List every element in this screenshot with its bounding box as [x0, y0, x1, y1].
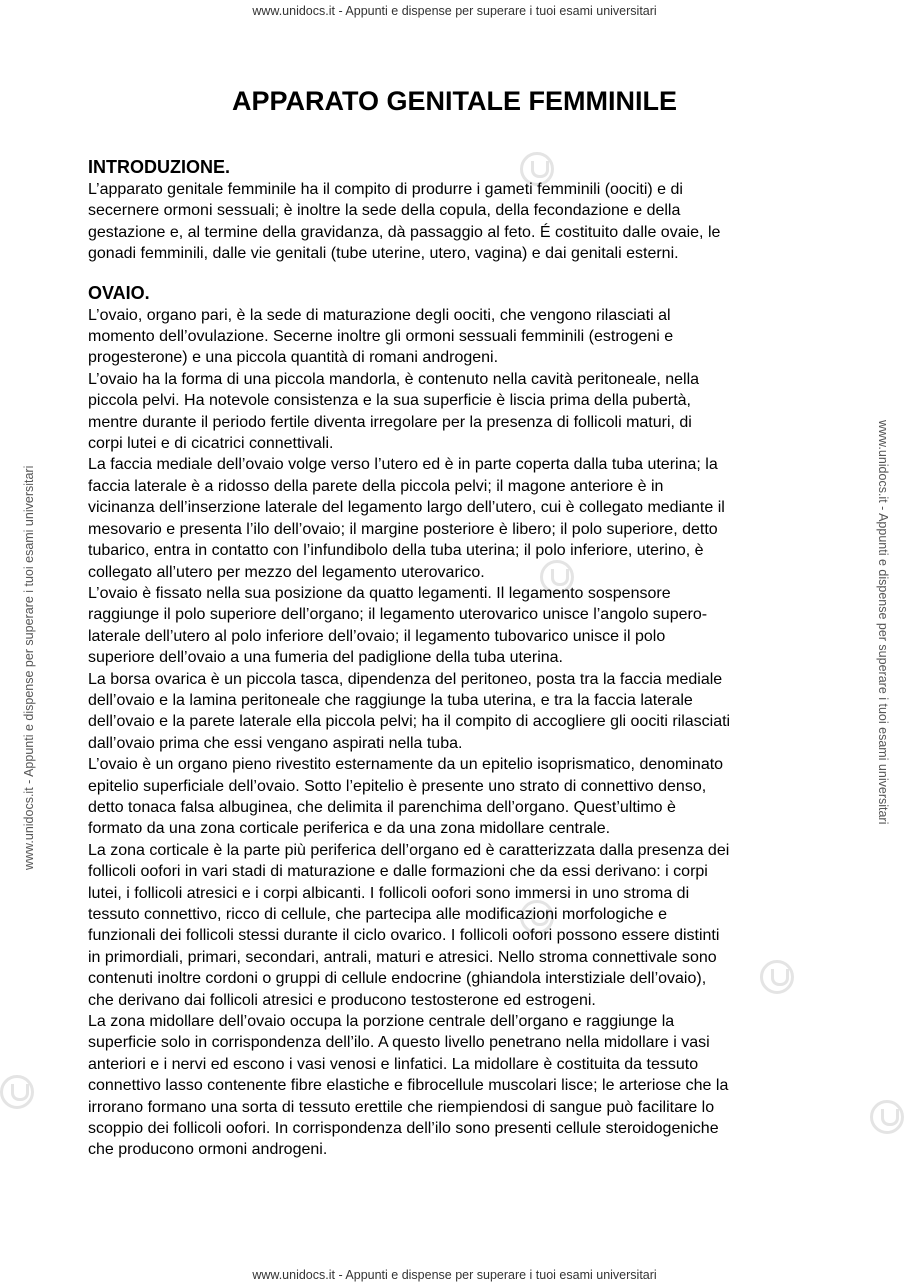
watermark-logo-icon [0, 1075, 34, 1109]
section-heading-ovaio: OVAIO. [88, 282, 150, 303]
section-heading-introduzione: INTRODUZIONE. [88, 157, 230, 177]
document-title: APPARATO GENITALE FEMMINILE [232, 86, 677, 116]
paragraph: L’ovaio è fissato nella sua posizione da quatto legamenti. Il legamento sospensore raggiunge il polo superiore dell’organo; il legamento uterovarico unisce l’angolo supero- laterale dell’utero al polo inferiore dell’ovaio; il legamento tubovarico unisce il polo superiore dell’ovaio a una fumeria del padiglione della tuba uterina. [88, 584, 708, 667]
document-body [88, 155, 828, 1161]
paragraph: La borsa ovarica è un piccola tasca, dipendenza del peritoneo, posta tra la faccia mediale dell’ovaio e la lamina peritoneale che raggiunge la tuba uterina, e tra la faccia laterale dell’ovaio e la parete laterale ella piccola pelvi; ha il compito di accogliere gli oociti rilasciati dall’ovaio prima che essi vengano aspirati nella tuba. [88, 670, 731, 752]
paragraph: La faccia mediale dell’ovaio volge verso l’utero ed è in parte coperta dalla tuba uterina; la faccia laterale è a ridosso della parete della piccola pelvi; il magone anteriore è in vicinanza dell’inserzione laterale del legamento largo dell’utero, cui è collegato mediante il mesovario e presenta l’ilo dell’ovaio; il margine posteriore è libero; il polo superiore, detto tubarico, entra in contatto con l’infundibolo della tuba uterina; il polo inferiore, uterino, è collegato all’utero per mezzo del legamento uterovarico. [88, 456, 725, 581]
paragraph: L’ovaio è un organo pieno rivestito esternamente da un epitelio isoprismatico, denominato epitelio superficiale dell’ovaio. Sotto l’epitelio è presente uno strato di connettivo denso, detto tonaca falsa albuginea, che delimita il parenchima dell’organo. Quest’ultimo è formato da una zona corticale periferica e da una zona midollare centrale. [88, 756, 724, 838]
paragraph: La zona corticale è la parte più periferica dell’organo ed è caratterizzata dalla presenza dei follicoli oofori in vari stadi di maturazione e dalle formazioni che da essi derivano: i corpi lutei, i follicoli atresici e i corpi albicanti. I follicoli oofori sono immersi in uno stroma di tessuto connettivo, ricco di cellule, che partecipa alle modificazioni morfologiche e funzionali dei follicoli stessi durante il ciclo ovarico. I follicoli oofori possono essere distinti in primordiali, primari, secondari, antrali, maturi e atresici. Nello stroma connettivale sono contenuti inoltre cordoni o gruppi di cellule endocrine (ghiandola interstiziale dell’ovaio), che derivano dai follicoli atresici e producono testosterone ed estrogeni. [88, 841, 730, 1009]
watermark-logo-icon [870, 1100, 904, 1134]
paragraph: La zona midollare dell’ovaio occupa la porzione centrale dell’organo e raggiunge la superficie solo in corrispondenza dell’ilo. A questo livello penetrano nella midollare i vasi anteriori e i nervi ed escono i vasi venosi e linfatici. La midollare è costituita da tessuto connettivo lasso contenente fibre elastiche e fibrocellule muscolari lisce; le arteriose che la irrorano formano una sorta di tessuto erettile che riempiendosi di sangue può facilitare lo scoppio dei follicoli oofori. In corrispondenza dell’ilo sono presenti cellule steroidogeniche che producono ormoni androgeni. [88, 1013, 729, 1159]
paragraph: L’apparato genitale femminile ha il compito di produrre i gameti femminili (oociti) e di secernere ormoni sessuali; è inoltre la sede della copula, della fecondazione e della gestazione e, al termine della gravidanza, dà passaggio al feto. É costituito dalle ovaie, le gonadi femminili, dalle vie genitali (tube uterine, utero, vagina) e dai genitali esterni. [88, 181, 721, 263]
paragraph: L’ovaio ha la forma di una piccola mandorla, è contenuto nella cavità peritoneale, nella piccola pelvi. Ha notevole consistenza e la sua superficie è liscia prima della pubertà, mentre durante il periodo fertile diventa irregolare per la presenza di follicoli maturi, di corpi lutei e di cicatrici connettivali. [88, 370, 700, 453]
watermark-left: www.unidocs.it - Appunti e dispense per superare i tuoi esami universitari [22, 465, 36, 870]
watermark-header: www.unidocs.it - Appunti e dispense per superare i tuoi esami universitari [252, 4, 657, 18]
watermark-right: www.unidocs.it - Appunti e dispense per superare i tuoi esami universitari [876, 420, 890, 825]
paragraph: L’ovaio, organo pari, è la sede di maturazione degli oociti, che vengono rilasciati al momento dell’ovulazione. Secerne inoltre gli ormoni sessuali femminili (estrogeni e progesterone) e una piccola quantità di romani androgeni. [88, 306, 674, 367]
watermark-footer: www.unidocs.it - Appunti e dispense per superare i tuoi esami universitari [252, 1268, 657, 1282]
